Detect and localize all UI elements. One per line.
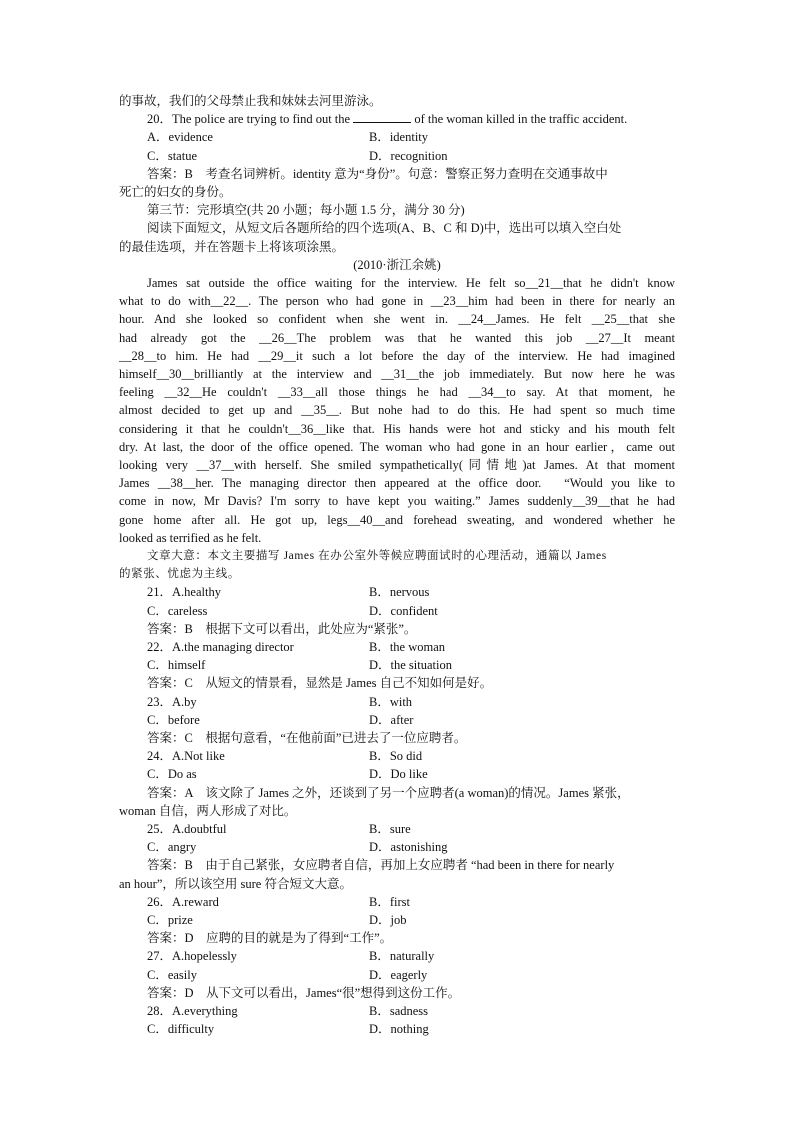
- option-row: [119, 747, 675, 765]
- answer-explanation: an hour”，所以该空用 sure 符合短文大意。: [119, 876, 352, 891]
- option-d: D．nothing: [369, 1022, 429, 1037]
- option-a: A．evidence: [147, 130, 213, 145]
- option-d: D．astonishing: [369, 840, 448, 855]
- option-b: B．identity: [369, 130, 429, 145]
- option-row: [119, 765, 675, 783]
- option-a: 24．A.Not like: [147, 749, 225, 764]
- answer-blank: [353, 110, 411, 123]
- source-label: (2010·浙江余姚): [353, 257, 441, 272]
- option-row: [119, 893, 675, 911]
- option-row: [119, 147, 675, 165]
- option-a: 26．A.reward: [147, 894, 219, 909]
- option-row: [119, 128, 675, 146]
- text-line: 的事故，我们的父母禁止我和妹妹去河里游泳。: [119, 94, 382, 108]
- option-row: [119, 602, 675, 620]
- option-c: C．statue: [147, 148, 197, 163]
- option-b: B．sure: [369, 821, 411, 836]
- passage-line: had already got the __26__The problem was that he wanted this job __27__It meant: [119, 330, 675, 345]
- passage-line: hour. And she looked so confident when she went in. __24__James. He felt __25__that she: [119, 312, 675, 327]
- passage-line: come in now, Mr Davis? I'm sorry to have kept you waiting.” James suddenly__39__that he had: [119, 494, 675, 509]
- option-b: B．the woman: [369, 640, 446, 655]
- answer-explanation: 答案：D 应聘的目的就是为了得到“工作”。: [147, 931, 393, 946]
- answer-explanation: 死亡的妇女的身份。: [119, 184, 232, 199]
- question-stem-text: of the woman killed in the traffic accident.: [414, 112, 628, 127]
- answer-explanation: 答案：B 考查名词辨析。identity 意为“身份”。句意：警察正努力查明在交通事故中: [147, 166, 608, 181]
- question-stem-text: 20．The police are trying to find out the: [147, 112, 351, 127]
- summary-line: 的紧张、忧虑为主线。: [119, 568, 240, 581]
- passage-line: feeling __32__He couldn't __33__all those things he had __34__to say. At that moment, he: [119, 385, 675, 400]
- passage-line: himself__30__brilliantly at the interview and __31__the job immediately. But now here he was: [119, 367, 675, 382]
- option-a: 25．A.doubtful: [147, 821, 227, 836]
- answer-explanation: 答案：B 根据下文可以看出，此处应为“紧张”。: [147, 621, 417, 636]
- option-c: C．himself: [147, 658, 206, 673]
- answer-explanation: 答案：A 该文除了 James 之外，还谈到了另一个应聘者(a woman)的情况。James 紧张，: [147, 785, 630, 800]
- option-row: [119, 693, 675, 711]
- passage-line: looked as terrified as he felt.: [119, 530, 262, 545]
- passage-summary: [119, 547, 675, 583]
- option-c: C．prize: [147, 912, 193, 927]
- option-c: C．Do as: [147, 767, 197, 782]
- option-row: [119, 911, 675, 929]
- answer-explanation: 答案：C 根据句意看，“在他前面”已进去了一位应聘者。: [147, 730, 467, 745]
- option-b: B．naturally: [369, 949, 435, 964]
- option-row: [119, 820, 675, 838]
- answer-explanation: woman 自信，两人形成了对比。: [119, 803, 297, 818]
- option-a: 22．A.the managing director: [147, 640, 294, 655]
- option-d: D．job: [369, 912, 407, 927]
- option-d: D．Do like: [369, 767, 428, 782]
- option-c: C．difficulty: [147, 1022, 215, 1037]
- option-c: C．easily: [147, 967, 197, 982]
- option-d: D．after: [369, 712, 414, 727]
- option-a: 27．A.hopelessly: [147, 949, 237, 964]
- option-b: B．first: [369, 894, 410, 909]
- option-a: 23．A.by: [147, 694, 197, 709]
- option-row: [119, 1002, 675, 1020]
- option-d: D．eagerly: [369, 967, 428, 982]
- answer-explanation: 答案：B 由于自己紧张，女应聘者自信，再加上女应聘者 “had been in there for nearly: [147, 858, 615, 873]
- option-row: [119, 947, 675, 965]
- passage-line: looking very __37__with herself. She smiled sympathetically(同情地)at James. At that moment: [119, 458, 675, 473]
- option-b: B．sadness: [369, 1003, 429, 1018]
- document-page: [119, 92, 675, 1038]
- option-row: [119, 583, 675, 601]
- passage-line: what to do with__22__. The person who had gone in __23__him had been in there for nearly an: [119, 294, 675, 309]
- option-c: C．angry: [147, 840, 197, 855]
- option-a: 21．A.healthy: [147, 585, 221, 600]
- passage-line: almost decided to get up and __35__. But nohe had to do this. He had spent so much time: [119, 403, 675, 418]
- option-d: D．the situation: [369, 658, 452, 673]
- passage-line: dry. At last, the door of the office opened. The woman who had gone in an hour earlier，came out: [119, 439, 675, 454]
- answer-explanation: 答案：D 从下文可以看出，James“很”想得到这份工作。: [147, 985, 461, 1000]
- summary-line: 文章大意：本文主要描写 James 在办公室外等候应聘面试时的心理活动，通篇以 James: [147, 550, 607, 563]
- option-b: B．So did: [369, 749, 423, 764]
- option-row: [119, 638, 675, 656]
- instructions: 的最佳选项，并在答题卡上将该项涂黑。: [119, 239, 345, 254]
- option-c: C．before: [147, 712, 200, 727]
- section-heading: 第三节：完形填空(共 20 小题；每小题 1.5 分，满分 30 分): [147, 203, 465, 218]
- option-row: [119, 711, 675, 729]
- cloze-passage: [119, 274, 675, 547]
- passage-line: __28__to him. He had __29__it such a lot before the day of the interview. He had imagined: [119, 348, 675, 363]
- option-d: D．confident: [369, 603, 438, 618]
- instructions: 阅读下面短文，从短文后各题所给的四个选项(A、B、C 和 D)中，选出可以填入空白处: [147, 221, 622, 236]
- option-b: B．nervous: [369, 585, 430, 600]
- option-b: B．with: [369, 694, 413, 709]
- option-row: [119, 966, 675, 984]
- answer-explanation: 答案：C 从短文的情景看，显然是 James 自己不知如何是好。: [147, 676, 493, 691]
- option-c: C．careless: [147, 603, 208, 618]
- passage-line: gone home after all. He got up, legs__40__and forehead sweating, and wondered whether he: [119, 512, 675, 527]
- option-row: [119, 656, 675, 674]
- passage-line: considering it that he couldn't__36__like that. His hands were hot and sticky and his mouth felt: [119, 421, 675, 436]
- option-row: [119, 1020, 675, 1038]
- option-d: D．recognition: [369, 148, 448, 163]
- option-row: [119, 838, 675, 856]
- passage-line: James __38__her. The managing director then appeared at the office door. “Would you like to: [119, 476, 675, 491]
- option-a: 28．A.everything: [147, 1003, 238, 1018]
- passage-line: James sat outside the office waiting for the interview. He felt so__21__that he didn't know: [147, 276, 675, 290]
- question-20-stem: [119, 110, 675, 128]
- question-list: [119, 583, 675, 1038]
